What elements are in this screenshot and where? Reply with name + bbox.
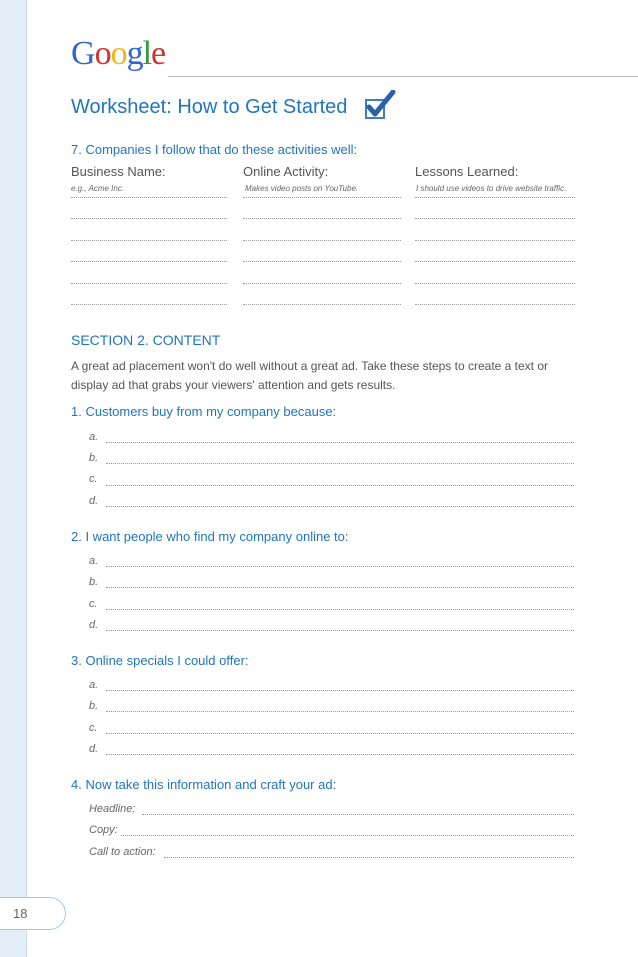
copy-label: Copy:: [89, 824, 118, 836]
question-2: 2. I want people who find my company online to:: [71, 529, 349, 544]
column-header-lessons-learned: Lessons Learned:: [415, 164, 519, 179]
column-header-online-activity: Online Activity:: [243, 164, 329, 179]
logo-letter: e: [151, 35, 166, 72]
logo-letter: G: [71, 35, 95, 72]
companies-table-field[interactable]: [243, 261, 401, 262]
companies-table-field[interactable]: [71, 240, 227, 241]
q1-item-b-field[interactable]: [106, 463, 574, 464]
q2-item-a-label: a.: [89, 555, 99, 567]
q2-item-d-label: d.: [89, 619, 99, 631]
headline-field[interactable]: [142, 814, 574, 815]
q2-item-c-field[interactable]: [106, 609, 574, 610]
companies-table-field[interactable]: [243, 283, 401, 284]
q1-item-d-field[interactable]: [106, 506, 574, 507]
companies-table-field[interactable]: [243, 304, 401, 305]
q2-item-b-label: b.: [89, 576, 99, 588]
companies-table-field[interactable]: [71, 261, 227, 262]
q3-item-a-label: a.: [89, 679, 99, 691]
call-to-action-label: Call to action:: [89, 846, 156, 858]
q3-item-c-label: c.: [89, 722, 98, 734]
companies-table-field[interactable]: [415, 218, 575, 219]
companies-table-field[interactable]: [415, 283, 575, 284]
companies-table-field[interactable]: [415, 304, 575, 305]
google-logo: [71, 34, 165, 74]
q1-item-b-label: b.: [89, 452, 99, 464]
q2-item-a-field[interactable]: [106, 566, 574, 567]
companies-table-field[interactable]: [71, 218, 227, 219]
companies-table-field[interactable]: [71, 304, 227, 305]
q2-item-b-field[interactable]: [106, 587, 574, 588]
question-4: 4. Now take this information and craft your ad:: [71, 777, 337, 792]
q1-item-c-label: c.: [89, 473, 98, 485]
q1-item-c-field[interactable]: [106, 485, 574, 486]
section7-heading: 7. Companies I follow that do these activities well:: [71, 142, 358, 157]
q1-item-a-label: a.: [89, 431, 99, 443]
companies-table-field[interactable]: [71, 283, 227, 284]
worksheet-title: Worksheet: How to Get Started: [71, 96, 348, 118]
call-to-action-field[interactable]: [164, 857, 574, 858]
header-rule: [168, 76, 638, 77]
headline-label: Headline:: [89, 803, 136, 815]
q3-item-b-field[interactable]: [106, 711, 574, 712]
example-business-name: e.g., Acme Inc.: [71, 184, 125, 193]
logo-letter: o: [94, 35, 111, 72]
logo-letter: g: [126, 35, 143, 72]
q2-item-d-field[interactable]: [106, 630, 574, 631]
example-online-activity: Makes video posts on YouTube.: [245, 184, 359, 193]
q1-item-d-label: d.: [89, 495, 99, 507]
example-underline: [71, 197, 227, 198]
q3-item-c-field[interactable]: [106, 733, 574, 734]
page-number: 18: [0, 897, 66, 930]
q1-item-a-field[interactable]: [106, 442, 574, 443]
logo-letter: l: [142, 35, 152, 72]
companies-table-field[interactable]: [415, 261, 575, 262]
q3-item-d-field[interactable]: [106, 754, 574, 755]
question-3: 3. Online specials I could offer:: [71, 653, 249, 668]
left-sidebar-band: [0, 0, 27, 957]
question-1: 1. Customers buy from my company because:: [71, 404, 337, 419]
example-lessons-learned: I should use videos to drive website traffic.: [416, 184, 567, 193]
column-header-business-name: Business Name:: [71, 164, 166, 179]
companies-table-field[interactable]: [243, 218, 401, 219]
example-underline: [243, 197, 401, 198]
section2-intro: A great ad placement won't do well without a great ad. Take these steps to create a text or display ad that grabs your viewers' attention and gets results.: [71, 359, 549, 392]
logo-letter: o: [110, 35, 127, 72]
companies-table-field[interactable]: [243, 240, 401, 241]
q2-item-c-label: c.: [89, 598, 98, 610]
section2-title: SECTION 2. CONTENT: [71, 332, 221, 348]
q3-item-a-field[interactable]: [106, 690, 574, 691]
checkbox-checked-icon: [364, 90, 396, 120]
q3-item-b-label: b.: [89, 700, 99, 712]
copy-field[interactable]: [121, 835, 574, 836]
q3-item-d-label: d.: [89, 743, 99, 755]
companies-table-field[interactable]: [415, 240, 575, 241]
example-underline: [415, 197, 575, 198]
